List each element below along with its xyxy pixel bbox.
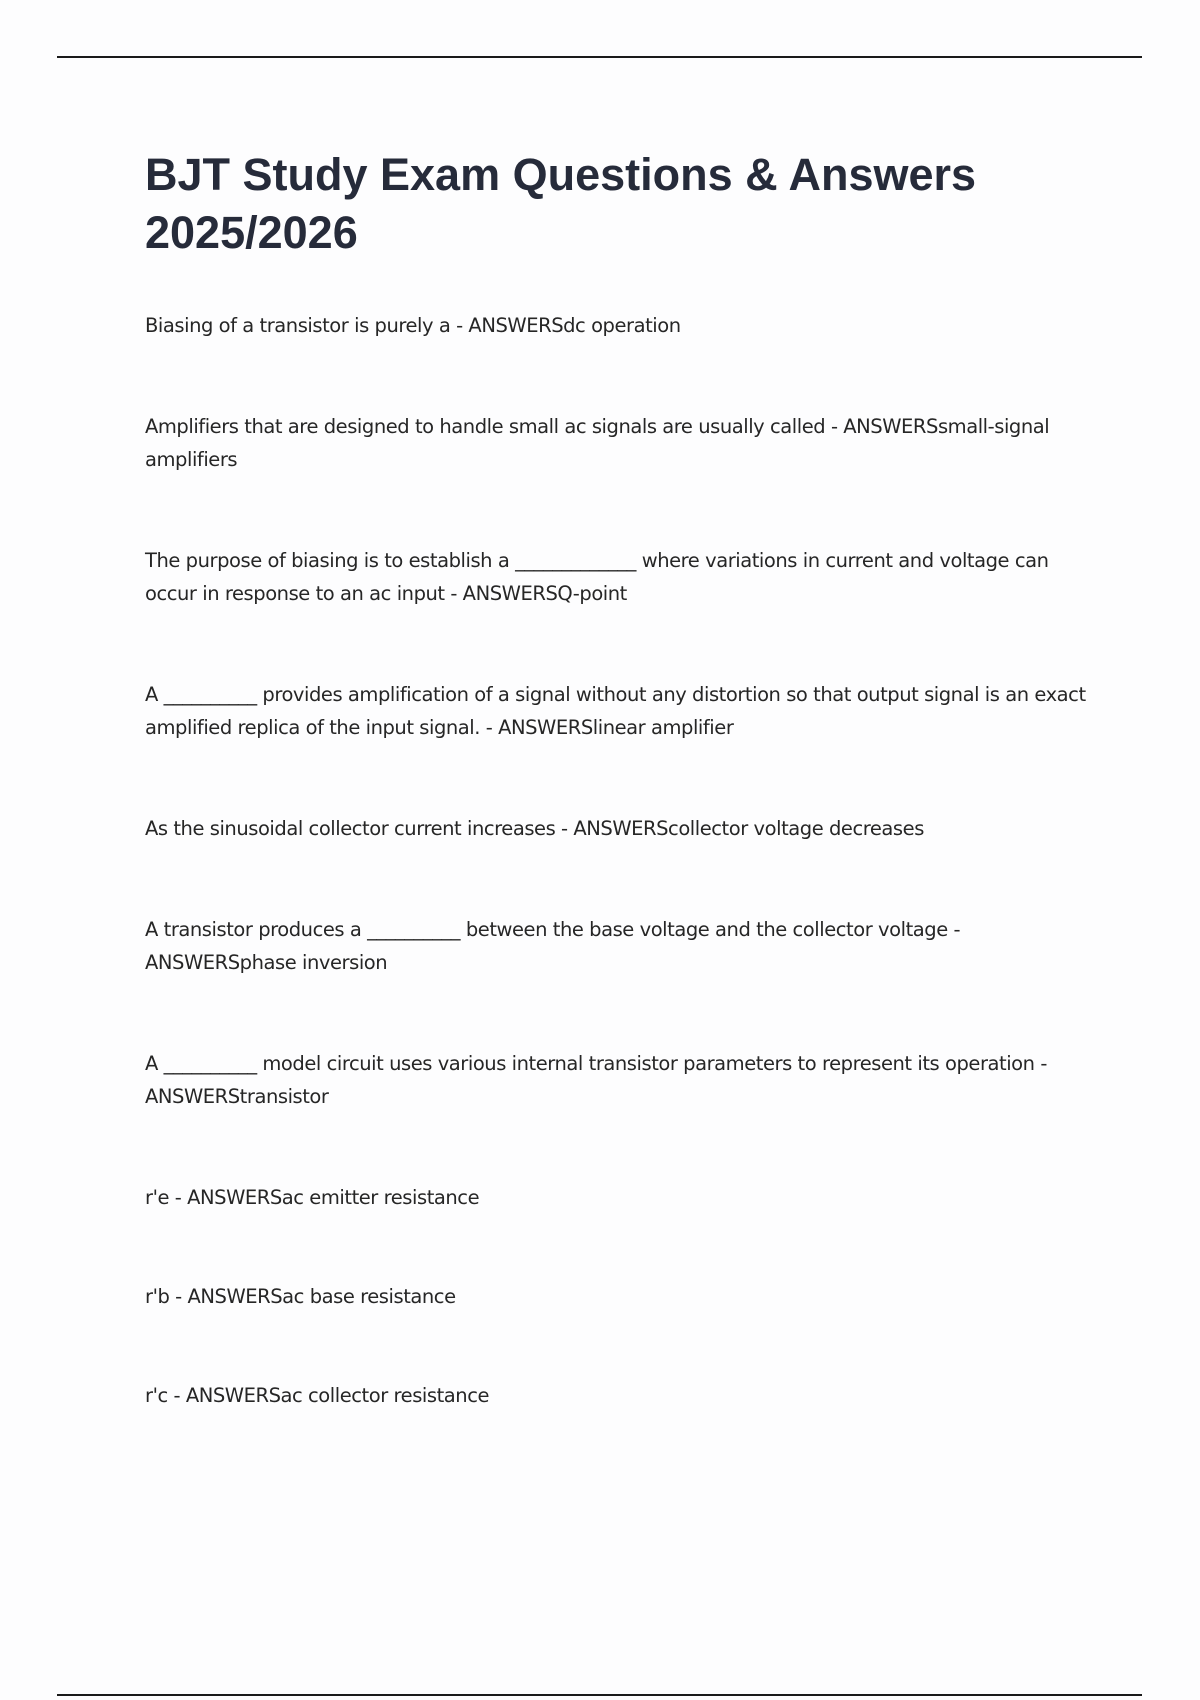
- qa-item: A __________ model circuit uses various internal transistor parameters to represent its operation - ANSWERStransistor: [145, 1052, 1047, 1108]
- title-line-1: BJT Study Exam Questions & Answers: [145, 149, 977, 200]
- qa-item: A __________ provides amplification of a signal without any distortion so that output signal is an exact amplified replica of the input signal. - ANSWERSlinear amplifier: [145, 683, 1086, 739]
- qa-item: As the sinusoidal collector current increases - ANSWERScollector voltage decreases: [145, 817, 924, 840]
- title-line-2: 2025/2026: [145, 207, 358, 258]
- qa-item: Biasing of a transistor is purely a - ANSWERSdc operation: [145, 314, 681, 337]
- qa-item: r'c - ANSWERSac collector resistance: [145, 1384, 490, 1407]
- qa-item: r'b - ANSWERSac base resistance: [145, 1285, 456, 1308]
- qa-item: The purpose of biasing is to establish a _____________ where variations in current and voltage can occur in response to an ac input - ANSWERSQ-point: [145, 549, 1049, 605]
- top-rule: [57, 56, 1142, 58]
- qa-item: Amplifiers that are designed to handle small ac signals are usually called - ANSWERSsmall-signal amplifiers: [145, 415, 1050, 471]
- qa-item: r'e - ANSWERSac emitter resistance: [145, 1186, 480, 1209]
- bottom-rule: [57, 1694, 1142, 1696]
- qa-list: [145, 309, 1095, 1412]
- qa-item: A transistor produces a __________ between the base voltage and the collector voltage - ANSWERSphase inversion: [145, 918, 961, 974]
- document-title: [145, 146, 1095, 262]
- document-body: [145, 146, 1095, 1412]
